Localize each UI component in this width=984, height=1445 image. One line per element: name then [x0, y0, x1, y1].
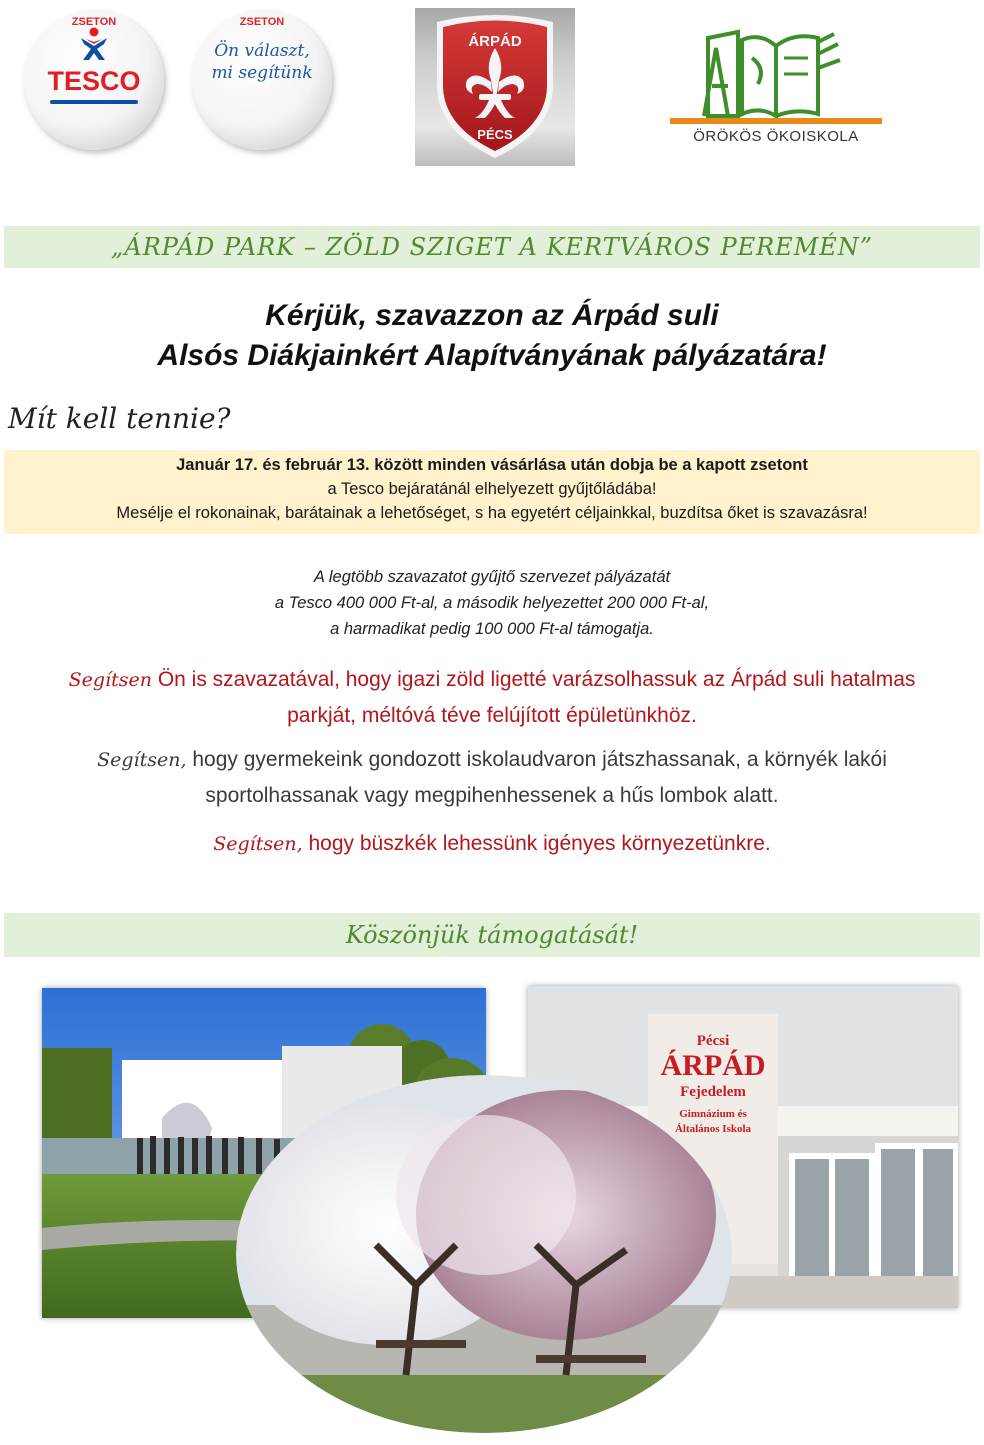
school-sign: [648, 1032, 778, 1136]
help-text-line-2: parkját, méltóvá téve felújított épületünkhöz.: [287, 704, 697, 727]
token-label: ZSETON: [71, 16, 117, 28]
help-paragraph-2: [0, 742, 984, 814]
sign-line-4: Általános Iskola: [674, 1123, 752, 1135]
open-book-icon: [668, 28, 884, 120]
help-lead: Segítsen,: [213, 833, 303, 855]
headline: [0, 296, 984, 376]
help-lead: Segítsen: [68, 669, 152, 691]
tesco-stripe: [50, 100, 138, 104]
instructions-line-3: Mesélje el rokonainak, barátainak a lehetőséget, s ha egyetért céljainkkal, buzdítsa őket is szavazásra!: [116, 504, 868, 522]
park-title-band: „ÁRPÁD PARK – ZÖLD SZIGET A KERTVÁROS PEREMÉN”: [4, 226, 980, 268]
tesco-wordmark: TESCO: [47, 66, 141, 96]
sign-title: Fejedelem: [680, 1084, 746, 1100]
arpad-shield-logo: [415, 8, 575, 166]
tesco-token-logo: [24, 10, 164, 150]
help-paragraph-3: [0, 826, 984, 862]
prize-line-2: a Tesco 400 000 Ft-al, a második helyezettet 200 000 Ft-al,: [274, 594, 710, 612]
prize-info: [0, 564, 984, 642]
shield-icon: [415, 8, 575, 166]
eco-school-label: ÖRÖKÖS ÖKOISKOLA: [693, 128, 859, 145]
what-to-do-heading: Mít kell tennie?: [8, 402, 231, 435]
eco-school-logo: [668, 28, 884, 148]
prize-line-1: A legtöbb szavazatot gyűjtő szervezet pályázatát: [313, 568, 671, 586]
token-slogan: [192, 40, 332, 84]
sign-name: ÁRPÁD: [660, 1049, 766, 1082]
instructions-line-1: Január 17. és február 13. között minden vásárlása után dobja be a kapott zsetont: [176, 456, 808, 474]
shield-bottom-text: PÉCS: [477, 127, 513, 142]
thanks-band: Köszönjük támogatását!: [4, 913, 980, 957]
shield-top-text: ÁRPÁD: [468, 33, 522, 50]
help-text: Ön is szavazatával, hogy igazi zöld ligetté varázsolhassuk az Árpád suli hatalmas: [151, 668, 916, 691]
slogan-line-1: Ön választ,: [214, 41, 310, 61]
blossom-tree-photo: [236, 1075, 732, 1433]
token-label: ZSETON: [239, 16, 285, 28]
help-text-line-2: sportolhassanak vagy megpihenhessenek a hűs lombok alatt.: [205, 784, 779, 807]
sign-line-3: Gimnázium és: [679, 1108, 747, 1120]
help-text: hogy büszkék lehessünk igényes környezetünkre.: [302, 832, 771, 855]
tesco-people-icon: [78, 26, 110, 64]
instructions-line-2: a Tesco bejáratánál elhelyezett gyűjtőládába!: [327, 480, 657, 498]
help-lead: Segítsen,: [97, 749, 187, 771]
prize-line-3: a harmadikat pedig 100 000 Ft-al támogatja.: [330, 620, 654, 638]
help-paragraph-1: [0, 662, 984, 734]
sign-city: Pécsi: [696, 1033, 730, 1049]
eco-logo-bar: [670, 118, 882, 124]
slogan-line-2: mi segítünk: [211, 63, 313, 83]
headline-line-2: Alsós Diákjainkért Alapítványának pályázatára!: [157, 339, 827, 372]
help-text: hogy gyermekeink gondozott iskolaudvaron játszhassanak, a környék lakói: [186, 748, 887, 771]
slogan-token-logo: [192, 10, 332, 150]
headline-line-1: Kérjük, szavazzon az Árpád suli: [265, 299, 719, 332]
instructions-box: [4, 450, 980, 534]
